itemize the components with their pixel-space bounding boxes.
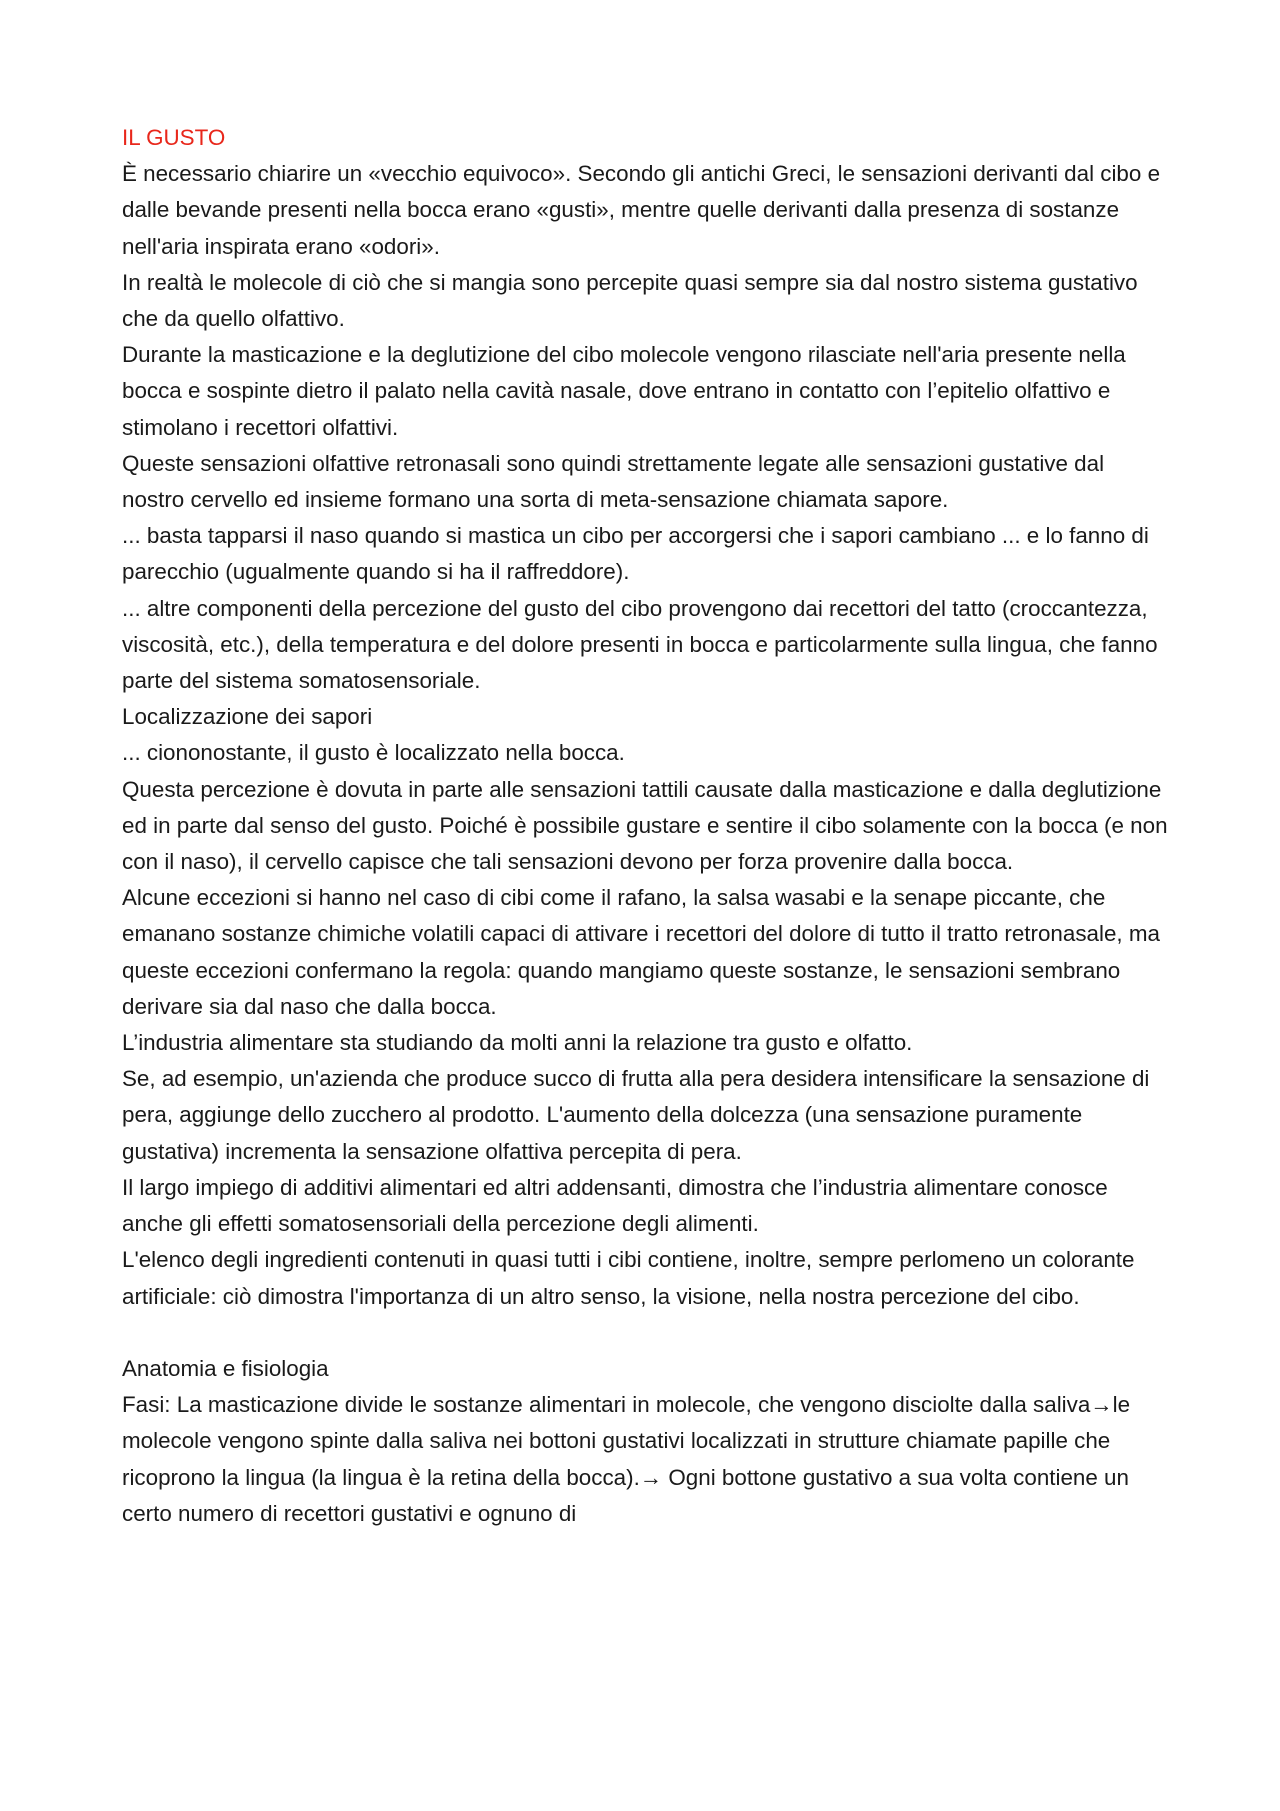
paragraph: Alcune eccezioni si hanno nel caso di cibi come il rafano, la salsa wasabi e la senape piccante, che emanano sostanze chimiche volatili capaci di attivare i recettori del dolore di tutto il tratto retronasale, ma queste eccezioni confermano la regola: quando mangiamo queste sostanze, le sensazioni sembrano derivare sia dal naso che dalla bocca. <box>122 885 1160 1019</box>
paragraph: ... basta tapparsi il naso quando si mastica un cibo per accorgersi che i sapori cambiano ... e lo fanno di parecchio (ugualmente quando si ha il raffreddore). <box>122 523 1149 585</box>
paragraph: In realtà le molecole di ciò che si mangia sono percepite quasi sempre sia dal nostro sistema gustativo che da quello olfattivo. <box>122 269 1138 332</box>
paragraph: ... altre componenti della percezione del gusto del cibo provengono dai recettori del tatto (croccantezza, viscosità, etc.), della temperatura e del dolore presenti in bocca e particolarmente sulla lingua, che fanno parte del sistema somatosensoriale. <box>122 595 1158 694</box>
paragraph: Fasi: La masticazione divide le sostanze alimentari in molecole, che vengono disciolte dalla saliva→le molecole vengono spinte dalla saliva nei bottoni gustativi localizzati in strutture chiamate papille che ricoprono la lingua (la lingua è la retina della bocca).→ Ogni bottone gustativo a sua volta contiene un certo numero di recettori gustativi e ognuno di <box>122 1392 1131 1526</box>
document-page <box>122 120 1172 1532</box>
paragraph: ... ciononostante, il gusto è localizzato nella bocca. <box>122 740 625 766</box>
paragraph: Questa percezione è dovuta in parte alle sensazioni tattili causate dalla masticazione e dalla deglutizione ed in parte dal senso del gusto. Poiché è possibile gustare e sentire il cibo solamente con la bocca (e non con il naso), il cervello capisce che tali sensazioni devono per forza provenire dalla bocca. <box>122 776 1168 875</box>
document-title: IL GUSTO <box>122 125 226 150</box>
paragraph: L’industria alimentare sta studiando da molti anni la relazione tra gusto e olfatto. <box>122 1030 913 1056</box>
blank-line <box>122 1315 1172 1351</box>
section-heading-anatomia: Anatomia e fisiologia <box>122 1355 329 1381</box>
paragraph: L'elenco degli ingredienti contenuti in quasi tutti i cibi contiene, inoltre, sempre perlomeno un colorante artificiale: ciò dimostra l'importanza di un altro senso, la visione, nella nostra percezione del cibo. <box>122 1247 1135 1309</box>
paragraph: Il largo impiego di additivi alimentari ed altri addensanti, dimostra che l’industria alimentare conosce anche gli effetti somatosensoriali della percezione degli alimenti. <box>122 1174 1108 1237</box>
subheading-localizzazione: Localizzazione dei sapori <box>122 704 373 730</box>
paragraph: Durante la masticazione e la deglutizione del cibo molecole vengono rilasciate nell'aria presente nella bocca e sospinte dietro il palato nella cavità nasale, dove entrano in contatto con l’epitelio olfattivo e stimolano i recettori olfattivi. <box>122 342 1126 440</box>
paragraph: Se, ad esempio, un'azienda che produce succo di frutta alla pera desidera intensificare la sensazione di pera, aggiunge dello zucchero al prodotto. L'aumento della dolcezza (una sensazione puramente gustativa) incrementa la sensazione olfattiva percepita di pera. <box>122 1066 1150 1164</box>
paragraph: Queste sensazioni olfattive retronasali sono quindi strettamente legate alle sensazioni gustative dal nostro cervello ed insieme formano una sorta di meta-sensazione chiamata sapore. <box>122 450 1105 513</box>
paragraph: È necessario chiarire un «vecchio equivoco». Secondo gli antichi Greci, le sensazioni derivanti dal cibo e dalle bevande presenti nella bocca erano «gusti», mentre quelle derivanti dalla presenza di sostanze nell'aria inspirata erano «odori». <box>122 161 1161 259</box>
